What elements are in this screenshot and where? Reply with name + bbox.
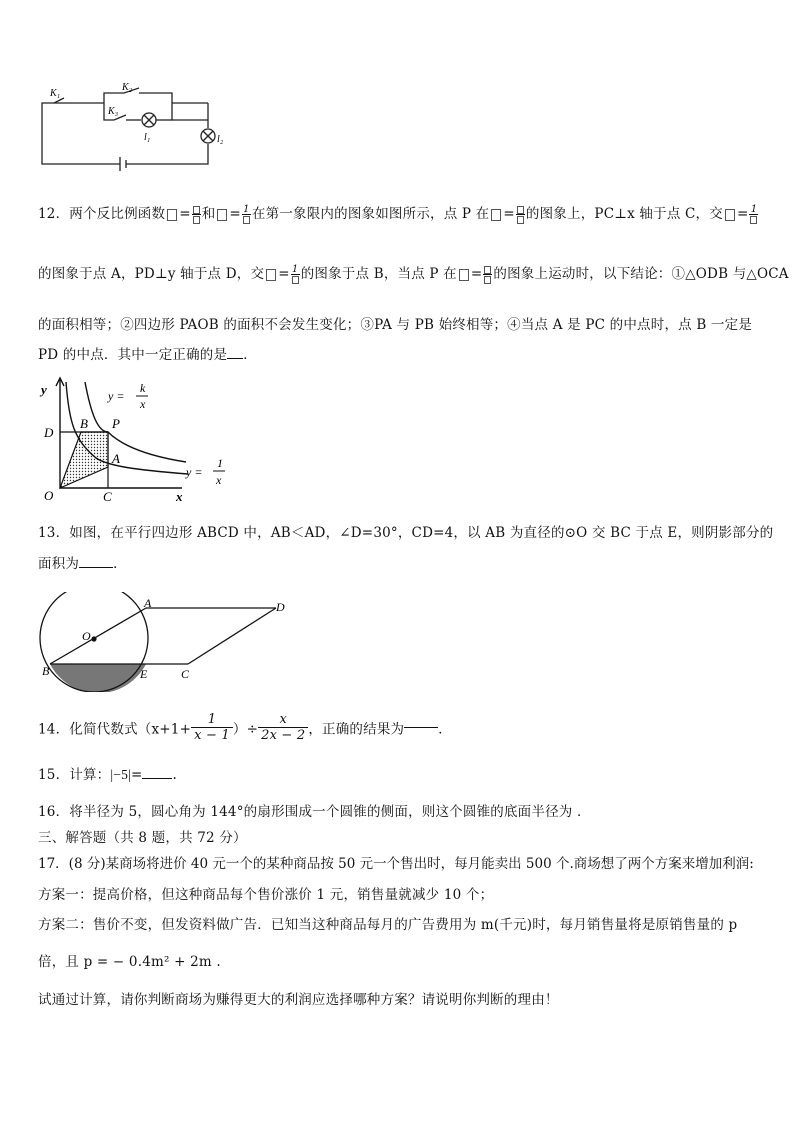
q12-line1: 12．两个反比例函数 = 和 = 1 在第一象限内的图象如图所示，点 P 在 = 的图象上，PC⊥x 轴于点 C，交 = 1 [38, 204, 758, 222]
curve-1-label: y = [186, 465, 203, 479]
label-l2: l₂ [217, 134, 224, 145]
curve-k-numerator: k [140, 381, 146, 395]
label-e: E [140, 667, 148, 681]
q15-line: 15．计算：|−5|= . [38, 767, 177, 783]
label-b: B [42, 664, 50, 678]
point-c-label: C [103, 489, 112, 504]
origin-label: O [44, 488, 54, 503]
q13-line1: 13．如图，在平行四边形 ABCD 中，AB＜AD，∠D=30°，CD=4，以 AB 为直径的⊙O 交 BC 于点 E，则阴影部分的 [38, 525, 774, 541]
q17-plan2: 方案二：售价不变，但发资料做广告．已知当这种商品每月的广告费用为 m(千元)时，每月销售量将是原销售量的 p [38, 917, 738, 933]
curve-1-denominator: x [216, 473, 222, 487]
x-axis-label: x [176, 489, 183, 504]
label-a: A [144, 596, 152, 610]
q14-line: 14．化简代数式（x+1+ $\frac{1}{x - 1}$ ）÷ $\frac{x}{2x - 2}$ ，正确的结果为 ． [38, 712, 452, 743]
q12-line3: 的面积相等；②四边形 PAOB 的面积不会发生变化；③PA 与 PB 始终相等；④当点 A 是 PC 的中点时，点 B 一定是 [38, 317, 753, 333]
q17-plan2b: 倍，且 p = − 0.4m² + 2m . [38, 954, 221, 970]
label-k3: K₃ [108, 106, 119, 117]
point-d-label: D [44, 425, 54, 440]
point-b-label: B [80, 416, 88, 431]
q12-line2: 的图象于点 A，PD⊥y 轴于点 D，交 = 1 的图象于点 B，当点 P 在 = 的图象上运动时，以下结论：①△ODB 与△OCA [38, 264, 789, 282]
q17-plan1: 方案一：提高价格，但这种商品每个售价涨价 1 元，销售量就减少 10 个； [38, 887, 494, 903]
q12-line4: PD 的中点．其中一定正确的是 ． [38, 347, 257, 363]
label-l1: l₁ [144, 132, 151, 143]
point-a-label: A [112, 451, 120, 466]
q17-question: 试通过计算，请你判断商场为赚得更大的利润应选择哪种方案？请说明你判断的理由！ [38, 992, 559, 1008]
label-k1: K₁ [50, 88, 61, 99]
q13-line2: 面积为 ． [38, 556, 127, 572]
q12-graph [36, 374, 236, 504]
label-k2: K₂ [122, 82, 133, 93]
label-o: O [82, 629, 91, 643]
curve-1-numerator: 1 [217, 456, 223, 470]
point-p-label: P [112, 416, 120, 431]
q14-frac1: $\frac{1}{x - 1}$ [191, 712, 233, 743]
q14-frac2: $\frac{x}{2x - 2}$ [258, 712, 308, 743]
curve-k-denominator: x [140, 397, 146, 411]
y-axis-label: y [41, 382, 47, 397]
q16-line: 16．将半径为 5，圆心角为 144°的扇形围成一个圆锥的侧面，则这个圆锥的底面半径为 ． [38, 804, 591, 820]
label-d: D [276, 600, 285, 614]
circuit-diagram [36, 80, 236, 172]
section3-title: 三、解答题（共 8 题，共 72 分） [38, 830, 247, 846]
curve-k-label: y = [108, 389, 125, 403]
label-c: C [181, 667, 190, 681]
q17-line1: 17．(8 分)某商场将进价 40 元一个的某种商品按 50 元一个售出时，每月能卖出 500 个.商场想了两个方案来增加利润: [38, 856, 754, 872]
q13-figure [36, 592, 296, 692]
center-o-point [91, 636, 96, 641]
formula-placeholder [167, 209, 177, 221]
